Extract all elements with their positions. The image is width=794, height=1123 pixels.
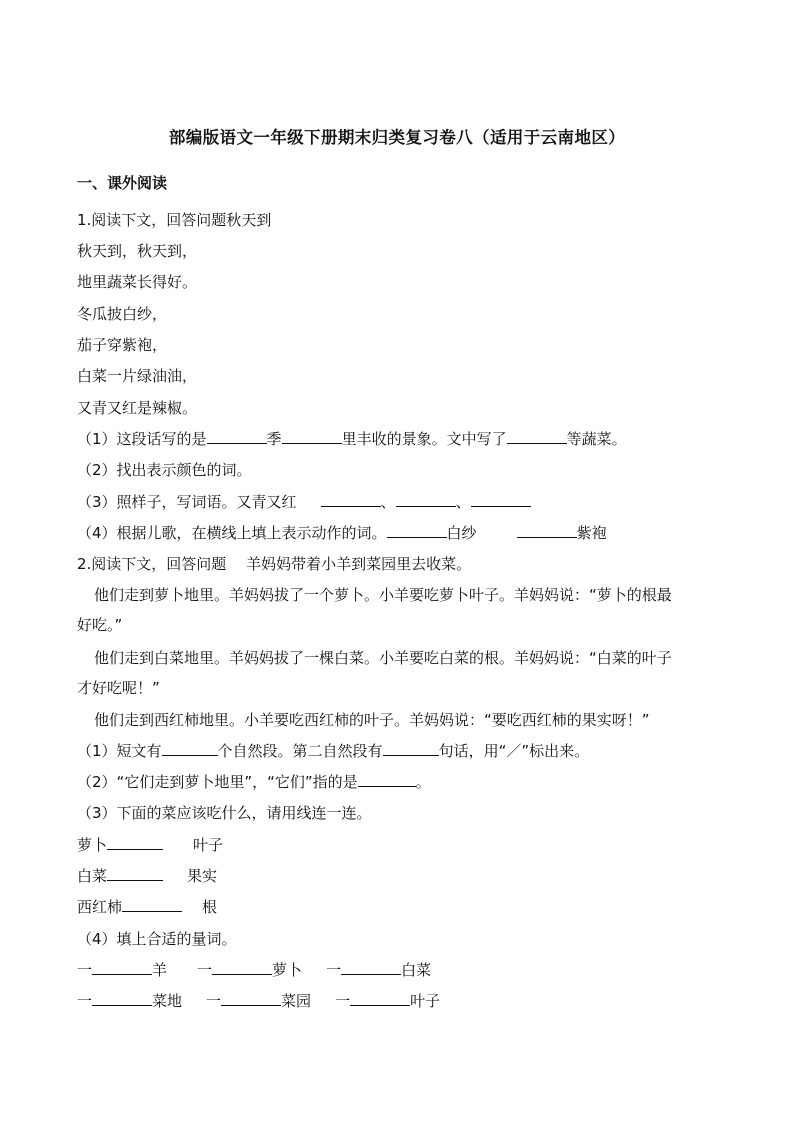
answer-blank[interactable] — [107, 834, 163, 850]
paragraph-line: 他们走到萝卜地里。羊妈妈拔了一个萝卜。小羊要吃萝卜叶子。羊妈妈说：“萝卜的根最 — [94, 586, 672, 604]
answer-blank[interactable] — [107, 865, 163, 881]
answer-blank[interactable] — [358, 771, 416, 787]
question-2-3: （3）下面的菜应该吃什么，请用线连一连。 — [77, 804, 372, 822]
answer-blank[interactable] — [350, 990, 410, 1006]
text: 紫袍 — [576, 524, 607, 542]
answer-blank[interactable] — [92, 990, 152, 1006]
match-row — [77, 896, 217, 918]
text: 菜地 — [152, 992, 183, 1010]
answer-blank[interactable] — [517, 522, 577, 538]
match-left: 萝卜 — [77, 836, 108, 854]
poem-line: 白菜一片绿油油， — [77, 367, 198, 385]
poem-line: 又青又红是辣椒。 — [77, 399, 198, 417]
question-1-3 — [77, 491, 531, 513]
text: 一 — [77, 992, 93, 1010]
text: 一 — [335, 992, 351, 1010]
answer-blank[interactable] — [92, 959, 152, 975]
question-1-4 — [77, 522, 607, 544]
measure-word-row — [77, 990, 440, 1012]
match-row — [77, 834, 223, 856]
match-left: 西红柿 — [77, 898, 123, 916]
match-right: 根 — [202, 898, 218, 916]
poem-line: 地里蔬菜长得好。 — [77, 273, 198, 291]
answer-blank[interactable] — [221, 990, 281, 1006]
separator: 、 — [380, 493, 396, 511]
text: 季 — [266, 430, 282, 448]
poem-line: 冬瓜披白纱， — [77, 305, 168, 323]
question-1-prompt: 1.阅读下文，回答问题秋天到 — [77, 211, 272, 229]
question-2-4: （4）填上合适的量词。 — [77, 930, 237, 948]
answer-blank[interactable] — [507, 428, 567, 444]
text: 句话，用“／”标出来。 — [438, 742, 590, 760]
text: 萝卜 — [272, 961, 303, 979]
text: 一 — [77, 961, 93, 979]
question-2-prompt: 2.阅读下文，回答问题 羊妈妈带着小羊到菜园里去收菜。 — [77, 555, 472, 573]
text: 。 — [415, 773, 431, 791]
answer-blank[interactable] — [383, 740, 439, 756]
match-right: 果实 — [187, 867, 218, 885]
match-left: 白菜 — [77, 867, 108, 885]
text: 等蔬菜。 — [566, 430, 627, 448]
text: 里丰收的景象。文中写了 — [341, 430, 507, 448]
text: 菜园 — [281, 992, 312, 1010]
text: 叶子 — [410, 992, 441, 1010]
section-heading: 一、课外阅读 — [77, 174, 168, 192]
question-2-2 — [77, 771, 431, 793]
paragraph-line: 他们走到西红柿地里。小羊要吃西红柿的叶子。羊妈妈说：“要吃西红柿的果实呀！” — [94, 711, 650, 729]
text: 一 — [206, 992, 222, 1010]
match-row — [77, 865, 217, 887]
question-1-2: （2）找出表示颜色的词。 — [77, 461, 252, 479]
question-1-1 — [77, 428, 627, 450]
paragraph-line: 好吃。” — [77, 616, 123, 634]
text: 白菜 — [401, 961, 432, 979]
text: 羊 — [152, 961, 168, 979]
measure-word-row — [77, 959, 431, 981]
text: 个自然段。第二自然段有 — [217, 742, 383, 760]
answer-blank[interactable] — [207, 428, 267, 444]
paragraph-line: 他们走到白菜地里。羊妈妈拔了一棵白菜。小羊要吃白菜的根。羊妈妈说：“白菜的叶子 — [94, 649, 672, 667]
text: 一 — [197, 961, 213, 979]
answer-blank[interactable] — [341, 959, 401, 975]
answer-blank[interactable] — [282, 428, 342, 444]
text: （1）这段话写的是 — [77, 430, 207, 448]
answer-blank[interactable] — [387, 522, 447, 538]
answer-blank[interactable] — [122, 896, 182, 912]
answer-blank[interactable] — [162, 740, 218, 756]
answer-blank[interactable] — [212, 959, 272, 975]
answer-blank[interactable] — [471, 491, 531, 507]
poem-line: 茄子穿紫袍， — [77, 336, 168, 354]
text: （4）根据儿歌，在横线上填上表示动作的词。 — [77, 524, 387, 542]
text: 一 — [326, 961, 342, 979]
answer-blank[interactable] — [321, 491, 381, 507]
separator: 、 — [455, 493, 471, 511]
question-2-1 — [77, 740, 589, 762]
answer-blank[interactable] — [396, 491, 456, 507]
paragraph-line: 才好吃呢！” — [77, 679, 160, 697]
match-right: 叶子 — [193, 836, 224, 854]
poem-line: 秋天到，秋天到， — [77, 242, 198, 260]
text: （2）“它们走到萝卜地里”，“它们”指的是 — [77, 773, 358, 791]
text: （1）短文有 — [77, 742, 162, 760]
text: （3）照样子，写词语。又青又红 — [77, 493, 297, 511]
text: 白纱 — [446, 524, 477, 542]
page-title: 部编版语文一年级下册期末归类复习卷八（适用于云南地区） — [168, 128, 626, 147]
